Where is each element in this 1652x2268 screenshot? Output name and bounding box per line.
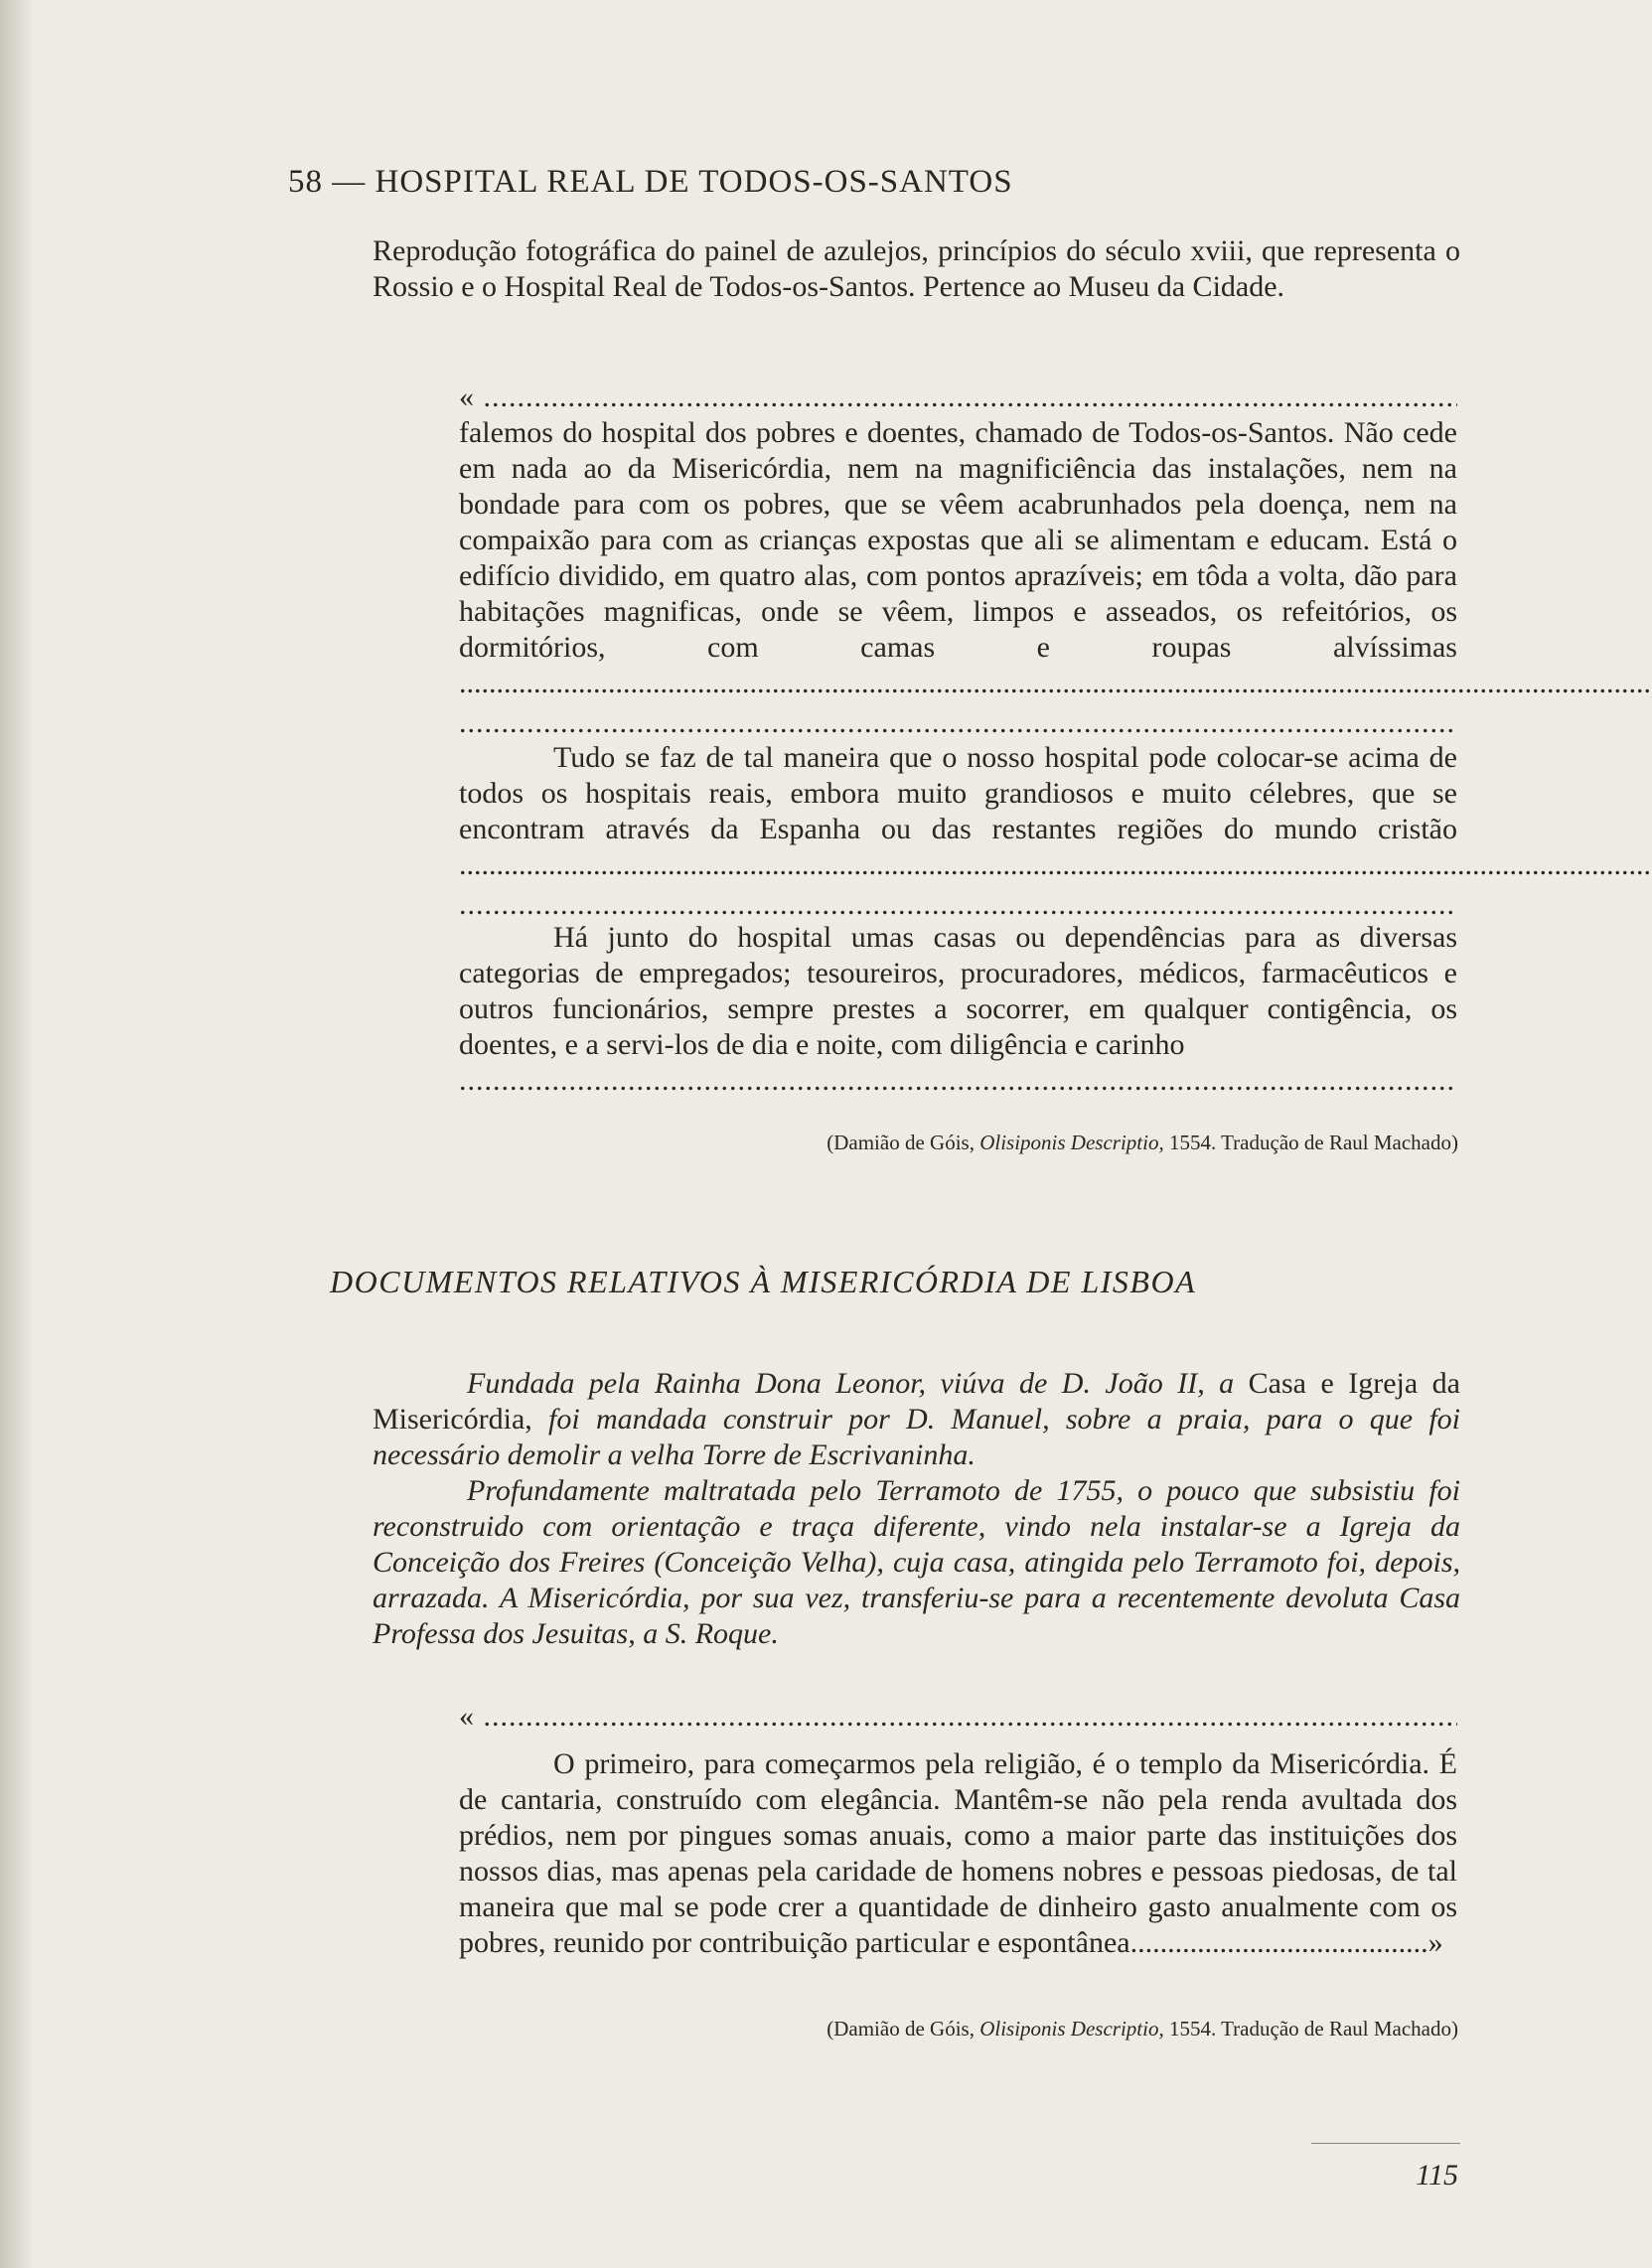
citation-2 [564,2017,1458,2041]
intro-sentence-1a: Fundada pela Rainha Dona Leonor, viúva de D. João II, a [467,1367,1235,1400]
page-number: 115 [1416,2159,1458,2192]
dots-separator [459,1063,1457,1099]
quote1-paragraph-1: falemos do hospital dos pobres e doentes, chamado de Todos-os-Santos. Não cede em nada ao da Misericórdia, nem na magnificiência das instalações, nem na bondade para com os pobres, que se vêem acabrunhados pela doença, nem na compaixão para com as crianças expostas que ali se alimentam e educam. Está o edifício dividido, em quatro alas, com pontos aprazíveis; em tôda a volta, dão para habitações magnificas, onde se vêem, limpos e asseados, os refeitórios, os dormitórios, com camas e roupas alvíssimas ..... [459,415,1457,701]
quote2-paragraph: O primeiro, para começarmos pela religião, é o templo da Misericórdia. É de cantaria, construído com elegância. Mantêm-se não pela renda avultada dos prédios, nem por pingues somas anuais, como a maior parte das instituições dos nossos dias, mas apenas pela caridade de homens nobres e pessoas piedosas, de tal maneira que mal se pode crer a quantidade de dinheiro gasto anualmente com os pobres, reunido por contribuição particular e espontânea........................................» [459,1747,1457,1959]
citation-author: (Damião de Góis, [826,2017,975,2041]
quote-open-line: « ..... [459,379,1457,415]
figure-caption: Reprodução fotográfica do painel de azulejos, princípios do século xviii, que representa o Rossio e o Hospital Real de Todos-os-Santos. Pertence ao Museu da Cidade. [373,234,1460,303]
citation-work: Olisiponis Descriptio, [979,2017,1164,2041]
quote1-paragraph-2: Tudo se faz de tal maneira que o nosso hospital pode colocar-se acima de todos os hospitais reais, embora muito grandiosos e muito célebres, que se encontram através da Espanha ou das restantes regiões do mundo cristão ..... [459,740,1457,883]
intro-sentence-2: Profundamente maltratada pelo Terramoto de 1755, o pouco que subsistiu foi reconstruido com orientação e traça diferente, vindo nela instalar-se a Igreja da Conceição dos Freires (Conceição Velha), cuja casa, atingida pelo Terramoto foi, depois, arrazada. A Misericórdia, por sua vez, transferiu-se para a recentemente devoluta Casa Professa dos Jesuitas, a S. Roque. [373,1474,1460,1650]
dots-separator [459,705,1457,741]
section-intro [373,1366,1460,1652]
quote1-paragraph-3: Há junto do hospital umas casas ou dependências para as diversas categorias de empregados; tesoureiros, procuradores, médicos, farmacêuticos e outros funcionários, sempre prestes a socorrer, em qualquer contigência, os doentes, e a servi-los de dia e noite, com diligência e carinho [459,921,1457,1061]
page-spine [0,0,34,2268]
intro-sentence-1b: Casa e Igreja da Misericórdia, [373,1367,1460,1436]
quote2-open-line: « ..... [459,1699,1457,1735]
citation-author: (Damião de Góis, [826,1131,975,1154]
citation-details: 1554. Tradução de Raul Machado) [1168,2017,1458,2041]
section-title: DOCUMENTOS RELATIVOS À MISERICÓRDIA DE LISBOA [330,1264,1197,1299]
citation-1 [564,1131,1458,1155]
footer-rule [1311,2143,1460,2144]
citation-details: 1554. Tradução de Raul Machado) [1168,1131,1458,1154]
figure-caption-title: 58 — HOSPITAL REAL DE TODOS-OS-SANTOS [288,164,1013,200]
citation-work: Olisiponis Descriptio, [979,1131,1164,1154]
intro-sentence-1c: foi mandada construir por D. Manuel, sobre a praia, para o que foi necessário demolir a velha Torre de Escrivaninha. [373,1403,1461,1471]
dots-separator [459,887,1457,923]
